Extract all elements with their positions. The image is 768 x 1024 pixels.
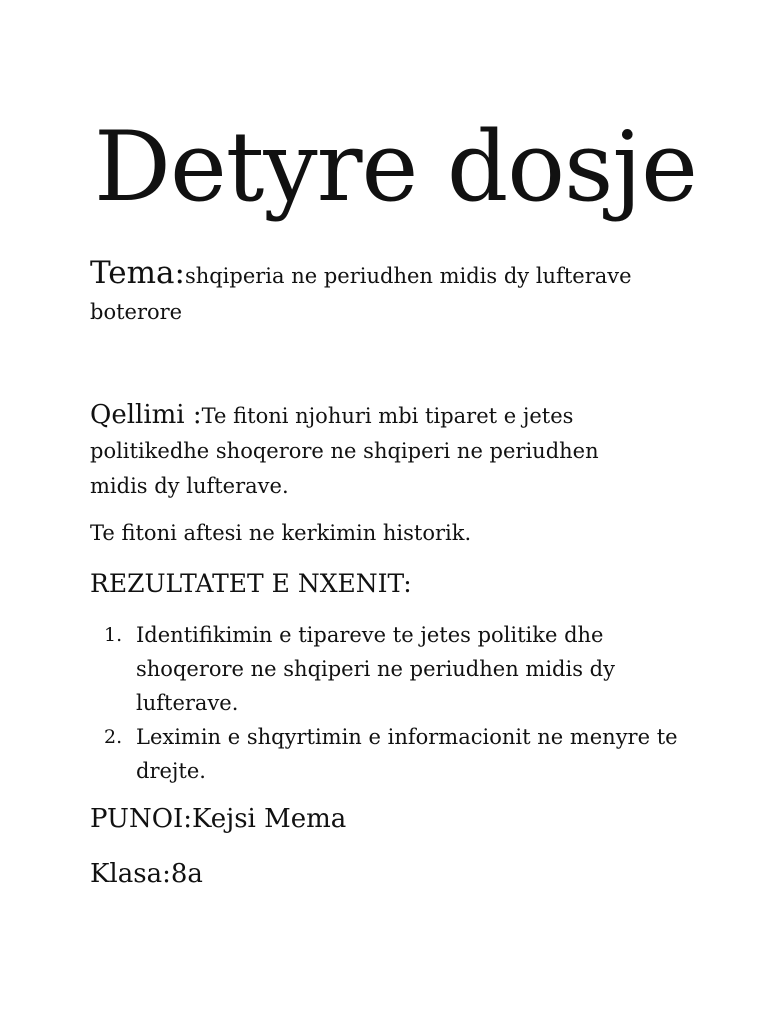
qellimi-label: Qellimi : [90,400,202,430]
list-item-text: Leximin e shqyrtimin e informacionit ne menyre te drejte. [136,725,678,783]
document-title: Detyre dosje [94,111,697,223]
list-item-text: Identifikimin e tipareve te jetes politike dhe shoqerore ne shqiperi ne periudhen midis dy lufterave. [136,623,615,715]
author-line: PUNOI:Kejsi Mema [90,804,347,834]
list-item-number: 2. [104,726,123,748]
list-item [90,618,680,720]
tema-label: Tema: [90,255,185,291]
list-item [90,720,680,788]
tema-text: shqiperia ne periudhen midis dy lufterave boterore [90,264,632,324]
qellimi-paragraph [90,398,650,504]
outcomes-list [90,618,680,788]
rezultatet-heading: REZULTATET E NXENIT: [90,569,412,598]
tema-paragraph [90,255,670,330]
qellimi-text: Te fitoni njohuri mbi tiparet e jetes politikedhe shoqerore ne shqiperi ne periudhen midis dy lufterave. [90,404,599,498]
list-item-number: 1. [104,624,123,646]
class-line: Klasa:8a [90,859,203,889]
aftesi-paragraph: Te fitoni aftesi ne kerkimin historik. [90,521,472,545]
